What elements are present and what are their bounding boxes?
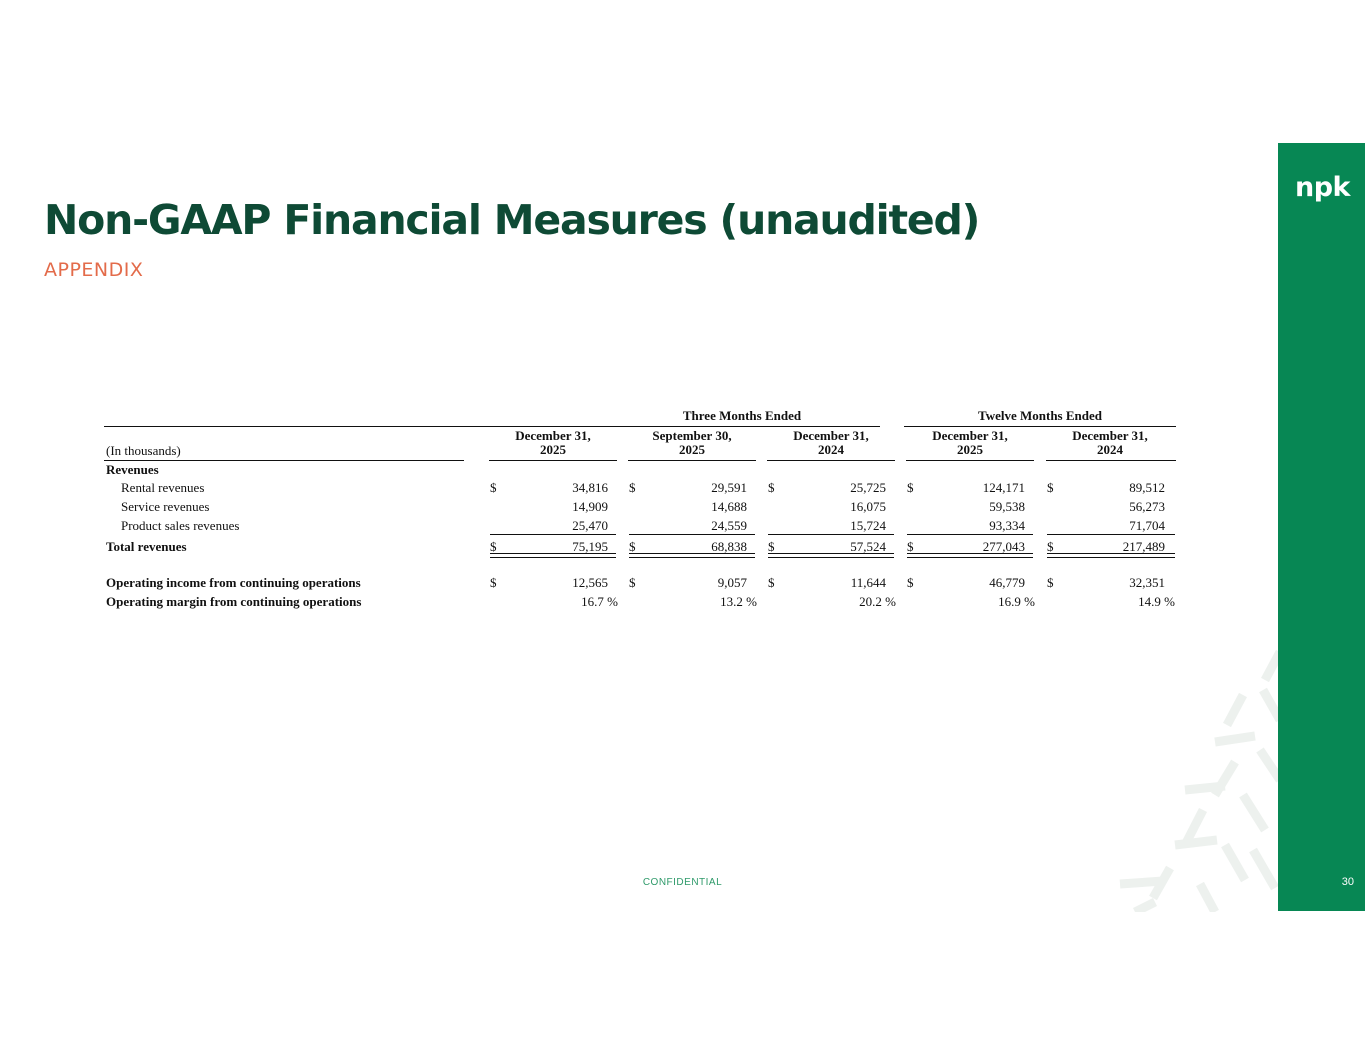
table-cell: 14,909 — [572, 499, 608, 514]
column-header: December 31, 2024 — [1072, 428, 1148, 457]
currency-symbol: $ — [629, 480, 636, 495]
subtotal-rule — [1047, 534, 1175, 535]
table-cell: 217,489 — [1122, 539, 1165, 554]
npk-logo: npk — [1295, 172, 1351, 203]
total-double-rule — [1047, 553, 1175, 558]
table-cell: 277,043 — [982, 539, 1025, 554]
column-header: December 31, 2025 — [932, 428, 1008, 457]
currency-symbol: $ — [490, 575, 497, 590]
table-cell: 25,725 — [850, 480, 886, 495]
row-label: Product sales revenues — [121, 518, 240, 533]
table-cell: 124,171 — [982, 480, 1025, 495]
header-rule — [104, 426, 880, 427]
group-header: Three Months Ended — [682, 408, 802, 423]
currency-symbol: $ — [768, 480, 775, 495]
table-cell: 12,565 — [572, 575, 608, 590]
currency-symbol: $ — [1047, 539, 1054, 554]
currency-symbol: $ — [1047, 575, 1054, 590]
row-label: Operating margin from continuing operations — [106, 594, 362, 609]
table-cell: 71,704 — [1129, 518, 1165, 533]
table-cell: 46,779 — [989, 575, 1025, 590]
table-cell: 14,688 — [711, 499, 747, 514]
total-double-rule — [768, 553, 894, 558]
column-header: December 31, 2025 — [515, 428, 591, 457]
table-cell: 24,559 — [711, 518, 747, 533]
table-cell: 16,075 — [850, 499, 886, 514]
table-cell: 34,816 — [572, 480, 608, 495]
currency-symbol: $ — [907, 575, 914, 590]
column-header: December 31, 2024 — [793, 428, 869, 457]
subtotal-rule — [629, 534, 755, 535]
row-label: Rental revenues — [121, 480, 205, 495]
currency-symbol: $ — [629, 539, 636, 554]
column-header: September 30, 2025 — [652, 428, 732, 457]
header-bottom-rule — [767, 460, 895, 461]
subtotal-rule — [907, 534, 1033, 535]
table-cell: 68,838 — [711, 539, 747, 554]
currency-symbol: $ — [1047, 480, 1054, 495]
total-double-rule — [490, 553, 616, 558]
table-cell: 89,512 — [1129, 480, 1165, 495]
total-double-rule — [907, 553, 1033, 558]
table-cell: 16.7 % — [581, 594, 618, 609]
table-cell: 15,724 — [850, 518, 886, 533]
table-cell: 14.9 % — [1138, 594, 1175, 609]
row-label: Operating income from continuing operations — [106, 575, 361, 590]
group-header: Twelve Months Ended — [978, 408, 1102, 423]
subtotal-rule — [768, 534, 894, 535]
currency-symbol: $ — [907, 539, 914, 554]
table-cell: 56,273 — [1129, 499, 1165, 514]
table-cell: 75,195 — [572, 539, 608, 554]
header-bottom-rule — [906, 460, 1034, 461]
currency-symbol: $ — [490, 539, 497, 554]
subtotal-rule — [490, 534, 616, 535]
brand-sidebar — [1278, 143, 1365, 911]
table-cell: 32,351 — [1129, 575, 1165, 590]
total-double-rule — [629, 553, 755, 558]
table-cell: 11,644 — [850, 575, 886, 590]
table-cell: 16.9 % — [998, 594, 1035, 609]
header-rule — [904, 426, 1176, 427]
table-cell: 93,334 — [989, 518, 1025, 533]
currency-symbol: $ — [490, 480, 497, 495]
page-number: 30 — [1341, 876, 1354, 888]
header-bottom-rule — [1046, 460, 1176, 461]
header-bottom-rule — [489, 460, 617, 461]
header-bottom-rule — [104, 460, 464, 461]
table-cell: 9,057 — [717, 575, 747, 590]
table-cell: 59,538 — [989, 499, 1025, 514]
header-bottom-rule — [628, 460, 756, 461]
table-cell: 13.2 % — [720, 594, 757, 609]
currency-symbol: $ — [629, 575, 636, 590]
currency-symbol: $ — [768, 539, 775, 554]
currency-symbol: $ — [768, 575, 775, 590]
units-label: (In thousands) — [106, 443, 181, 458]
currency-symbol: $ — [907, 480, 914, 495]
row-label: Total revenues — [106, 539, 187, 554]
decorative-pattern-icon — [1115, 640, 1280, 912]
page-subtitle: APPENDIX — [44, 259, 144, 281]
section-label: Revenues — [106, 462, 159, 477]
confidential-footer: CONFIDENTIAL — [642, 877, 723, 888]
table-cell: 29,591 — [711, 480, 747, 495]
table-cell: 25,470 — [572, 518, 608, 533]
table-cell: 57,524 — [850, 539, 886, 554]
row-label: Service revenues — [121, 499, 210, 514]
table-cell: 20.2 % — [859, 594, 896, 609]
page-title: Non-GAAP Financial Measures (unaudited) — [44, 196, 980, 244]
